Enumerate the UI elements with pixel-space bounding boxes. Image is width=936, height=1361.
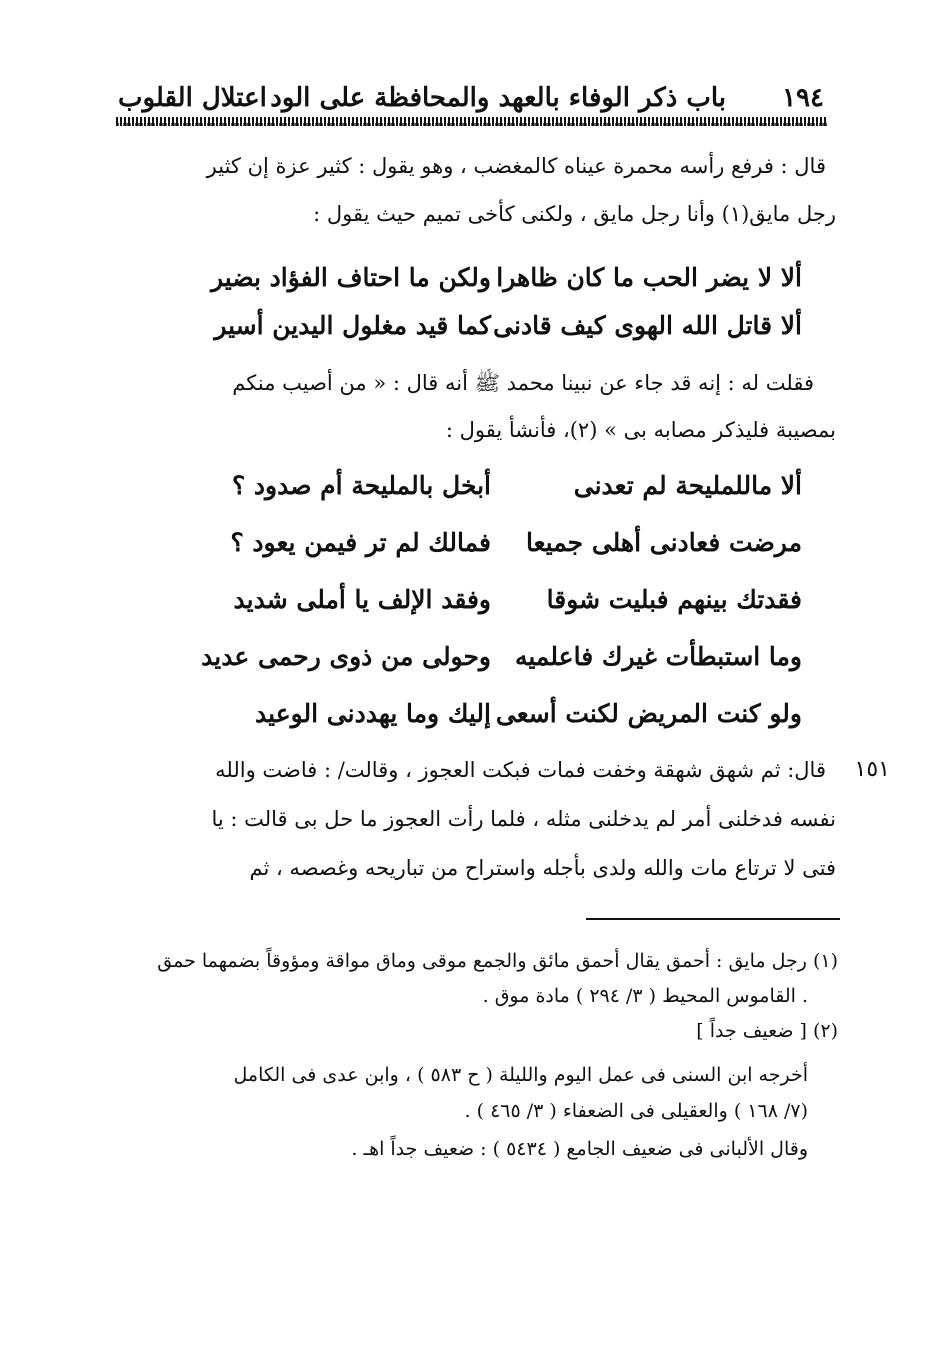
- verse-first-hemistich: ألا ماللمليحة لم تعدنى: [573, 471, 802, 500]
- verse-second-hemistich: وفقد الإلف يا أملى شديد: [233, 585, 491, 614]
- verse-first-hemistich: مرضت فعادنى أهلى جميعا: [525, 528, 802, 557]
- paragraph-line: قال : فرفع رأسه محمرة عيناه كالمغضب ، وهو يقول : كثير عزة إن كثير: [206, 154, 826, 178]
- verse-second-hemistich: إليك وما يهددنى الوعيد: [255, 699, 491, 728]
- footnote-line: . القاموس المحيط ( ٣/ ٢٩٤ ) مادة موق .: [482, 985, 808, 1007]
- book-title: اعتلال القلوب: [118, 83, 267, 113]
- verse-second-hemistich: أبخل بالمليحة أم صدود ؟: [231, 471, 491, 500]
- header-ornamental-rule-lower: [116, 123, 828, 126]
- paragraph-line: فقلت له : إنه قد جاء عن نبينا محمد ﷺ أنه قال : « من أصيب منكم: [232, 371, 814, 395]
- footnote-line: (٧/ ١٦٨ ) والعقيلى فى الضعفاء ( ٣/ ٤٦٥ ) .: [464, 1100, 808, 1122]
- verse-second-hemistich: كما قيد مغلول اليدين أسير: [214, 311, 491, 340]
- verse-first-hemistich: فقدتك بينهم فبليت شوقا: [546, 585, 802, 614]
- verse-first-hemistich: ألا قاتل الله الهوى كيف قادنى: [493, 311, 802, 340]
- paragraph-line: رجل مايق(١) وأنا رجل مايق ، ولكنى كأخى تميم حيث يقول :: [313, 202, 836, 226]
- paragraph-line: بمصيبة فليذكر مصابه بى » (٢)، فأنشأ يقول :: [445, 418, 836, 442]
- chapter-title: باب ذكر الوفاء بالعهد والمحافظة على الود: [270, 83, 726, 113]
- verse-first-hemistich: ولو كنت المريض لكنت أسعى: [495, 699, 802, 728]
- page-number: ١٩٤: [782, 83, 824, 113]
- footnote-separator: [586, 918, 840, 920]
- footnote-line: أخرجه ابن السنى فى عمل اليوم والليلة ( ح ٥٨٣ ) ، وابن عدى فى الكامل: [233, 1064, 808, 1086]
- footnote-line: وقال الألبانى فى ضعيف الجامع ( ٥٤٣٤ ) : ضعيف جداً اهـ .: [351, 1138, 808, 1160]
- verse-second-hemistich: ولكن ما احتاف الفؤاد بضير: [210, 263, 491, 292]
- verse-second-hemistich: فمالك لم تر فيمن يعود ؟: [230, 528, 491, 557]
- verse-second-hemistich: وحولى من ذوى رحمى عديد: [201, 642, 491, 671]
- paragraph-line: فتى لا ترتاع مات والله ولدى بأجله واستراح من تباريحه وغصصه ، ثم: [249, 856, 836, 880]
- paragraph-line: نفسه فدخلنى أمر لم يدخلنى مثله ، فلما رأت العجوز ما حل بى قالت : يا: [211, 807, 836, 831]
- footnote-line: (٢) [ ضعيف جداً ]: [696, 1020, 838, 1042]
- verse-first-hemistich: وما استبطأت غيرك فاعلميه: [514, 642, 802, 671]
- margin-reference-number: ١٥١: [854, 757, 890, 782]
- footnote-line: (١) رجل مايق : أحمق يقال أحمق مائق والجمع موقى وماق مواقة ومؤوقاً بضمهما حمق: [157, 950, 838, 972]
- paragraph-line: قال: ثم شهق شهقة وخفت فمات فبكت العجوز ، وقالت/ : فاضت والله: [215, 758, 826, 782]
- verse-first-hemistich: ألا لا يضر الحب ما كان ظاهرا: [496, 263, 802, 292]
